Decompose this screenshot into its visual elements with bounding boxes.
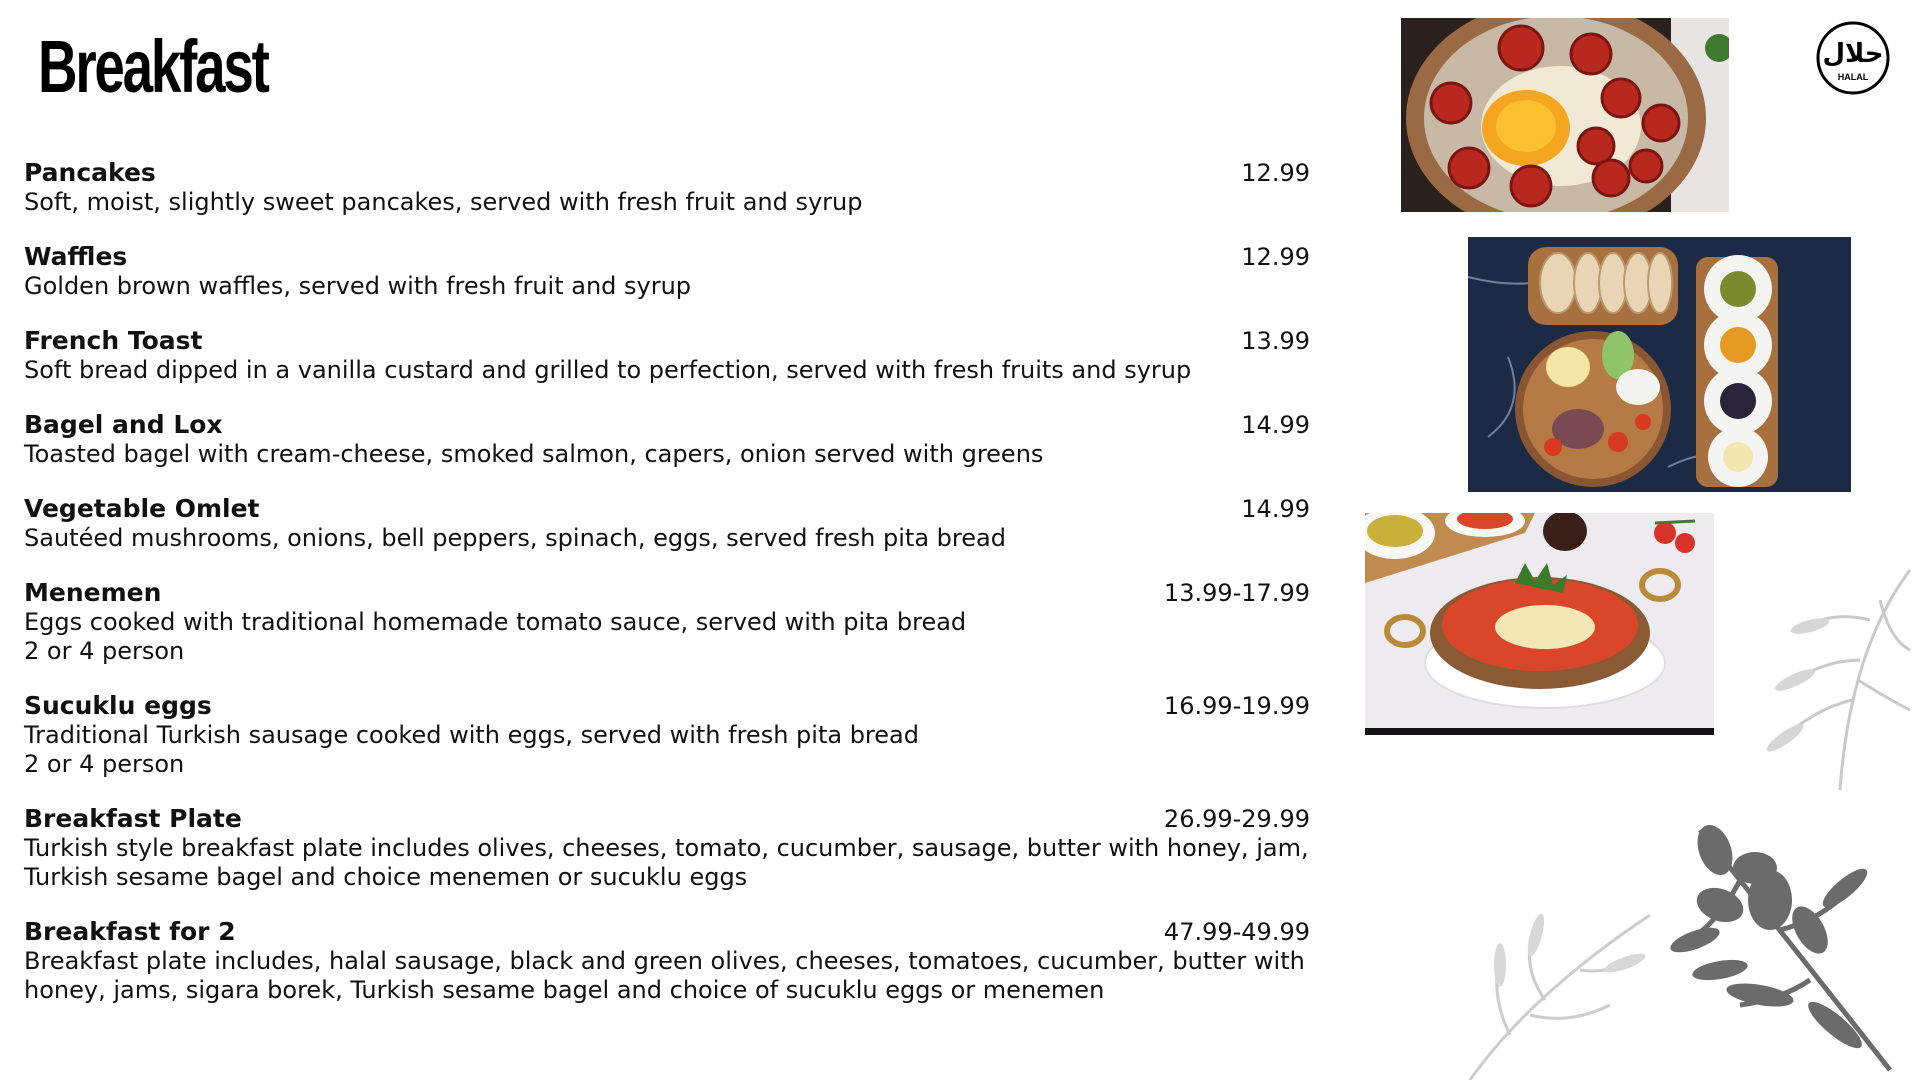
dark-olive-branch-icon <box>1660 810 1900 1080</box>
item-description: Soft bread dipped in a vanilla custard and grilled to perfection, served with fresh fruits and syrup <box>24 356 1192 384</box>
item-price: 47.99-49.99 <box>1163 918 1310 946</box>
halal-label: HALAL <box>1837 72 1869 82</box>
menu-items-list <box>24 158 1310 1030</box>
menu-item-sucuklu-eggs <box>24 691 1310 779</box>
light-leaf-branch-icon <box>1740 560 1920 800</box>
menu-item-pancakes <box>24 158 1310 217</box>
sucuk-eggs-illustration <box>1401 18 1729 212</box>
light-leaf-branch-icon <box>1450 905 1680 1080</box>
item-description: Breakfast plate includes, halal sausage, black and green olives, cheeses, tomatoes, cucumber, butter with honey, jams, sigara borek, Turkish sesame bagel and choice of sucuklu eggs or menemen <box>24 947 1305 1004</box>
breakfast-plate-photo <box>1468 237 1851 492</box>
item-name: Menemen <box>24 578 162 607</box>
item-name: French Toast <box>24 326 203 355</box>
item-description: Eggs cooked with traditional homemade tomato sauce, served with pita bread <box>24 608 967 636</box>
halal-seal-icon <box>1815 20 1891 96</box>
menu-item-french-toast <box>24 326 1310 385</box>
item-price: 16.99-19.99 <box>1163 692 1310 720</box>
item-name: Bagel and Lox <box>24 410 223 439</box>
item-description: Golden brown waffles, served with fresh fruit and syrup <box>24 272 692 300</box>
menu-item-waffles <box>24 242 1310 301</box>
menu-item-menemen <box>24 578 1310 666</box>
item-description: Soft, moist, slightly sweet pancakes, served with fresh fruit and syrup <box>24 188 863 216</box>
item-description: Sautéed mushrooms, onions, bell peppers, spinach, eggs, served fresh pita bread <box>24 524 1006 552</box>
item-price: 12.99 <box>1241 159 1310 187</box>
item-serving-note: 2 or 4 person <box>24 637 185 665</box>
item-name: Vegetable Omlet <box>24 494 260 523</box>
halal-badge <box>1815 20 1891 96</box>
menu-item-bagel-and-lox <box>24 410 1310 469</box>
item-price: 12.99 <box>1241 243 1310 271</box>
item-description: Turkish style breakfast plate includes olives, cheeses, tomato, cucumber, sausage, butter with honey, jam, Turkish sesame bagel and choice menemen or sucuklu eggs <box>24 834 1309 891</box>
item-description: Traditional Turkish sausage cooked with eggs, served with fresh pita bread <box>24 721 919 749</box>
menu-title: Breakfast <box>38 25 268 108</box>
item-name: Waffles <box>24 242 128 271</box>
menu-item-breakfast-for-2 <box>24 917 1310 1005</box>
item-price: 13.99-17.99 <box>1163 579 1310 607</box>
menu-item-breakfast-plate <box>24 804 1310 892</box>
halal-arabic-text: حلال <box>1822 39 1884 69</box>
sucuk-eggs-photo <box>1401 18 1729 212</box>
menemen-photo <box>1365 513 1714 735</box>
item-price: 26.99-29.99 <box>1163 805 1310 833</box>
item-price: 13.99 <box>1241 327 1310 355</box>
item-price: 14.99 <box>1241 411 1310 439</box>
item-name: Breakfast Plate <box>24 804 242 833</box>
menemen-illustration <box>1365 513 1714 735</box>
item-name: Sucuklu eggs <box>24 691 212 720</box>
breakfast-spread-illustration <box>1468 237 1851 492</box>
menu-item-vegetable-omlet <box>24 494 1310 553</box>
item-serving-note: 2 or 4 person <box>24 750 185 778</box>
item-price: 14.99 <box>1241 495 1310 523</box>
item-name: Pancakes <box>24 158 156 187</box>
item-description: Toasted bagel with cream-cheese, smoked salmon, capers, onion served with greens <box>24 440 1044 468</box>
item-name: Breakfast for 2 <box>24 917 236 946</box>
